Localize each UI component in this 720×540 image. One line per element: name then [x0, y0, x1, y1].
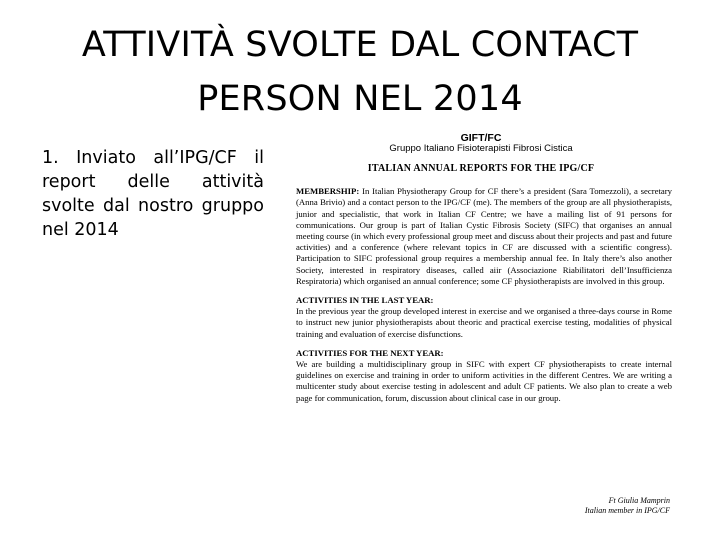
- report-title: ITALIAN ANNUAL REPORTS FOR THE IPG/CF: [367, 162, 595, 174]
- slide-title: [40, 18, 680, 126]
- bullet-text: 1. Inviato all’IPG/CF il report delle attività svolte dal nostro gruppo nel 2014: [42, 148, 264, 240]
- membership-paragraph: [296, 186, 672, 287]
- next-year-text: We are building a multidisciplinary group in SIFC with expert CF physiotherapists to create internal guidelines on exercise and training in order to uniform activities in the different Centres. We are writing a multicenter study about exercise testing in adolescent and adult CF patients. We also plan to create a web page for communication, forum, discussion about clinical case in our group.: [296, 359, 672, 403]
- last-year-text: In the previous year the group developed interest in exercise and we organised a three-days course in Rome to instruct new junior physiotherapists about theoric and practical exercise testing, modalities of physical training and evaluation of exercise disfunctions.: [296, 306, 672, 339]
- report-header: [290, 132, 672, 155]
- report-document-image: [290, 132, 672, 530]
- membership-text: In Italian Physiotherapy Group for CF there’s a president (Sara Tomezzoli), a secretary (Anna Brivio) and a contact person to the IPG/CF (me). The members of the group are all physiotherapists, junior and specialistic, that work in Italian CF Centre; we have a mailing list of 91 persons for communications. Our group is part of Italian Cystic Fibrosis Society (SIFC) that organises an annual meeting course (in which every professional group meet and discuss about their projects and past and future activities) and a conference (where relevant topics in CF are discussed with a scientific congress). Participation to SIFC professional group requires a membership annual fee. In Italy there’s also another Society, interested in respiratory diseases, called aiir (Associazione Riabilitatori dell’Insufficienza Respiratoria) which organised an annual conference; some CF physiotherapists are involved in this group.: [296, 186, 672, 286]
- org-abbreviation: GIFT/FC: [460, 132, 502, 144]
- next-year-title: ACTIVITIES FOR THE NEXT YEAR:: [296, 347, 444, 358]
- last-year-title: ACTIVITIES IN THE LAST YEAR:: [296, 295, 434, 306]
- slide-title-line-1: ATTIVITÀ SVOLTE DAL CONTACT: [81, 25, 639, 65]
- signature-name: Ft Giulia Mamprin: [608, 496, 670, 505]
- membership-label: MEMBERSHIP:: [296, 186, 360, 197]
- signature: [585, 496, 670, 516]
- org-name: Gruppo Italiano Fisioterapisti Fibrosi Cistica: [389, 143, 573, 155]
- signature-role: Italian member in IPG/CF: [584, 506, 670, 515]
- slide-title-line-2: PERSON NEL 2014: [197, 79, 523, 119]
